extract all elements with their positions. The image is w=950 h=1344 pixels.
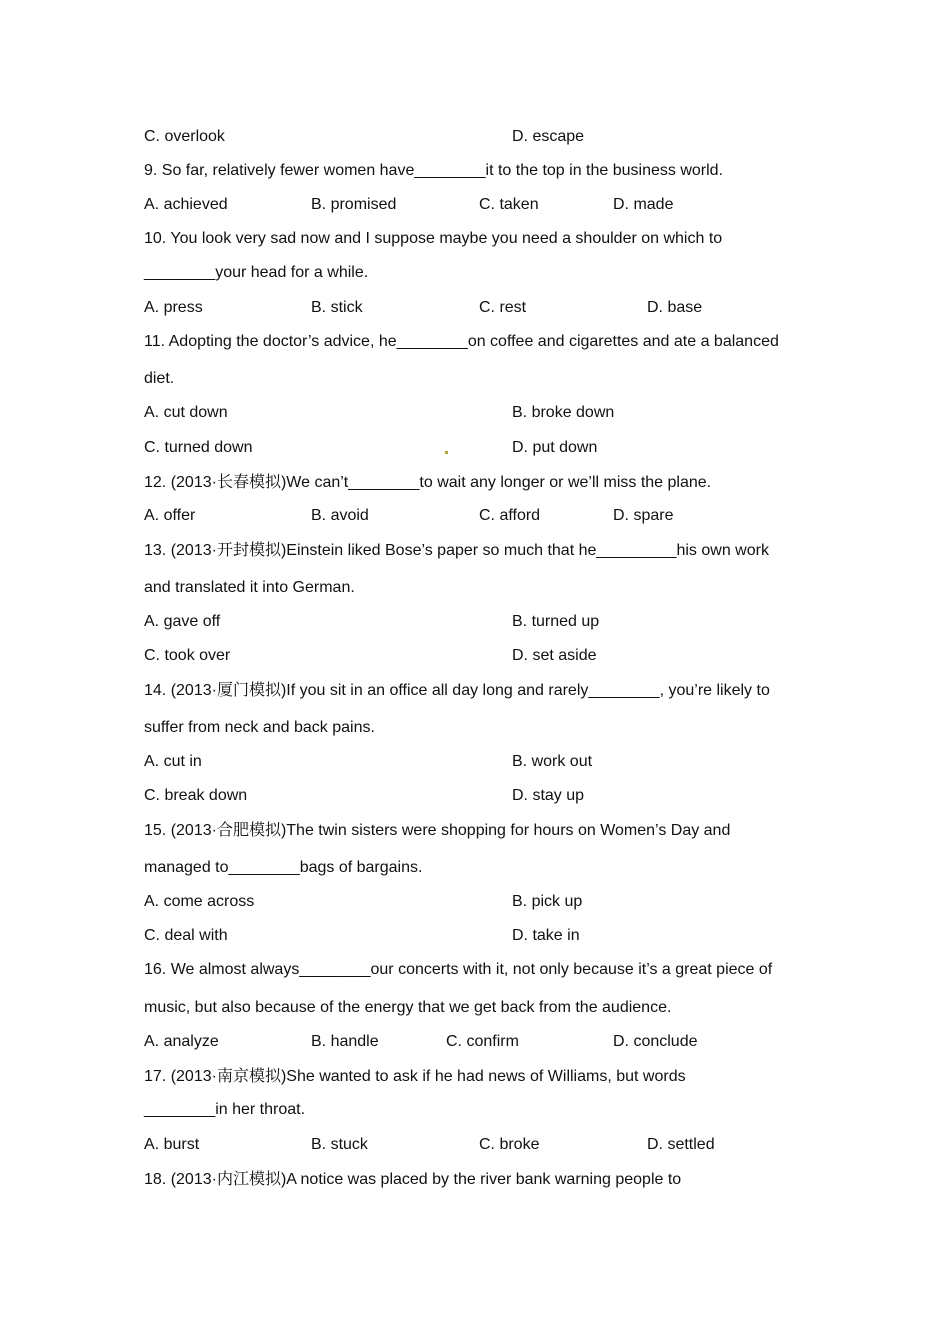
q11-option-a: A. cut down bbox=[144, 404, 228, 421]
q9-option-d: D. made bbox=[613, 196, 674, 213]
q10-stem-line1: 10. You look very sad now and I suppose maybe you need a shoulder on which to bbox=[144, 230, 723, 247]
q16-option-a: A. analyze bbox=[144, 1033, 219, 1050]
q14-option-b: B. work out bbox=[512, 753, 593, 770]
q17-stem-line1 bbox=[144, 1066, 686, 1087]
q17-text: )She wanted to ask if he had news of Williams, but words bbox=[280, 1068, 686, 1085]
q10-option-b: B. stick bbox=[311, 299, 363, 316]
q17-option-c: C. broke bbox=[479, 1136, 540, 1153]
q16-option-b: B. handle bbox=[311, 1033, 379, 1050]
q8-option-c: C. overlook bbox=[144, 128, 225, 145]
q17-option-d: D. settled bbox=[647, 1136, 715, 1153]
q16-option-d: D. conclude bbox=[613, 1033, 698, 1050]
q12-number: 12. (2013· bbox=[144, 474, 217, 491]
q15-text: )The twin sisters were shopping for hours on Women’s Day and bbox=[280, 822, 731, 839]
q11-option-c: C. turned down bbox=[144, 439, 253, 456]
q14-option-a: A. cut in bbox=[144, 753, 202, 770]
q12-option-d: D. spare bbox=[613, 507, 674, 524]
q15-number: 15. (2013· bbox=[144, 822, 217, 839]
stray-dot bbox=[445, 451, 448, 454]
q17-stem-line2: ________in her throat. bbox=[144, 1101, 306, 1118]
q13-number: 13. (2013· bbox=[144, 542, 217, 559]
q18-stem bbox=[144, 1169, 681, 1190]
q13-option-a: A. gave off bbox=[144, 613, 221, 630]
q9-option-b: B. promised bbox=[311, 196, 397, 213]
q15-option-d: D. take in bbox=[512, 927, 580, 944]
q14-stem-line1 bbox=[144, 680, 770, 701]
q13-option-c: C. took over bbox=[144, 647, 231, 664]
q11-stem-line2: diet. bbox=[144, 370, 175, 387]
q10-option-a: A. press bbox=[144, 299, 203, 316]
q10-option-c: C. rest bbox=[479, 299, 527, 316]
q18-text: )A notice was placed by the river bank warning people to bbox=[280, 1171, 682, 1188]
q9-option-c: C. taken bbox=[479, 196, 539, 213]
q14-option-d: D. stay up bbox=[512, 787, 585, 804]
q12-option-b: B. avoid bbox=[311, 507, 369, 524]
q13-stem-line2: and translated it into German. bbox=[144, 579, 355, 596]
q8-option-d: D. escape bbox=[512, 128, 585, 145]
q12-option-c: C. afford bbox=[479, 507, 541, 524]
q11-option-d: D. put down bbox=[512, 439, 598, 456]
q16-option-c: C. confirm bbox=[446, 1033, 519, 1050]
q15-option-a: A. come across bbox=[144, 893, 255, 910]
q15-source: 合肥模拟 bbox=[216, 820, 281, 839]
q16-stem-line2: music, but also because of the energy that we get back from the audience. bbox=[144, 999, 672, 1016]
q10-stem-line2: ________your head for a while. bbox=[144, 264, 369, 281]
q17-option-b: B. stuck bbox=[311, 1136, 368, 1153]
q13-option-d: D. set aside bbox=[512, 647, 597, 664]
q15-stem-line2: managed to________bags of bargains. bbox=[144, 859, 423, 876]
q11-stem-line1: 11. Adopting the doctor’s advice, he________on coffee and cigarettes and ate a balanced bbox=[144, 333, 779, 350]
q12-stem bbox=[144, 472, 711, 493]
q14-option-c: C. break down bbox=[144, 787, 248, 804]
q11-option-b: B. broke down bbox=[512, 404, 615, 421]
q17-number: 17. (2013· bbox=[144, 1068, 217, 1085]
q14-text: )If you sit in an office all day long and rarely________, you’re likely to bbox=[280, 682, 770, 699]
q15-option-c: C. deal with bbox=[144, 927, 228, 944]
q17-option-a: A. burst bbox=[144, 1136, 200, 1153]
q13-text: )Einstein liked Bose’s paper so much that he_________his own work bbox=[280, 542, 769, 559]
q15-option-b: B. pick up bbox=[512, 893, 583, 910]
q17-source: 南京模拟 bbox=[216, 1066, 281, 1085]
q16-stem-line1: 16. We almost always________our concerts with it, not only because it’s a great piece of bbox=[144, 961, 773, 978]
q12-source: 长春模拟 bbox=[216, 472, 281, 491]
q18-source: 内江模拟 bbox=[216, 1169, 281, 1188]
q15-stem-line1 bbox=[144, 820, 806, 841]
q13-option-b: B. turned up bbox=[512, 613, 600, 630]
q12-text: )We can’t________to wait any longer or we’ll miss the plane. bbox=[280, 474, 712, 491]
q9-stem: 9. So far, relatively fewer women have________it to the top in the business world. bbox=[144, 162, 724, 179]
q12-option-a: A. offer bbox=[144, 507, 196, 524]
q10-option-d: D. base bbox=[647, 299, 703, 316]
q18-number: 18. (2013· bbox=[144, 1171, 217, 1188]
q13-stem-line1 bbox=[144, 540, 769, 561]
q13-source: 开封模拟 bbox=[216, 540, 281, 559]
q14-number: 14. (2013· bbox=[144, 682, 217, 699]
q9-option-a: A. achieved bbox=[144, 196, 228, 213]
q14-source: 厦门模拟 bbox=[216, 680, 281, 699]
q14-stem-line2: suffer from neck and back pains. bbox=[144, 719, 375, 736]
